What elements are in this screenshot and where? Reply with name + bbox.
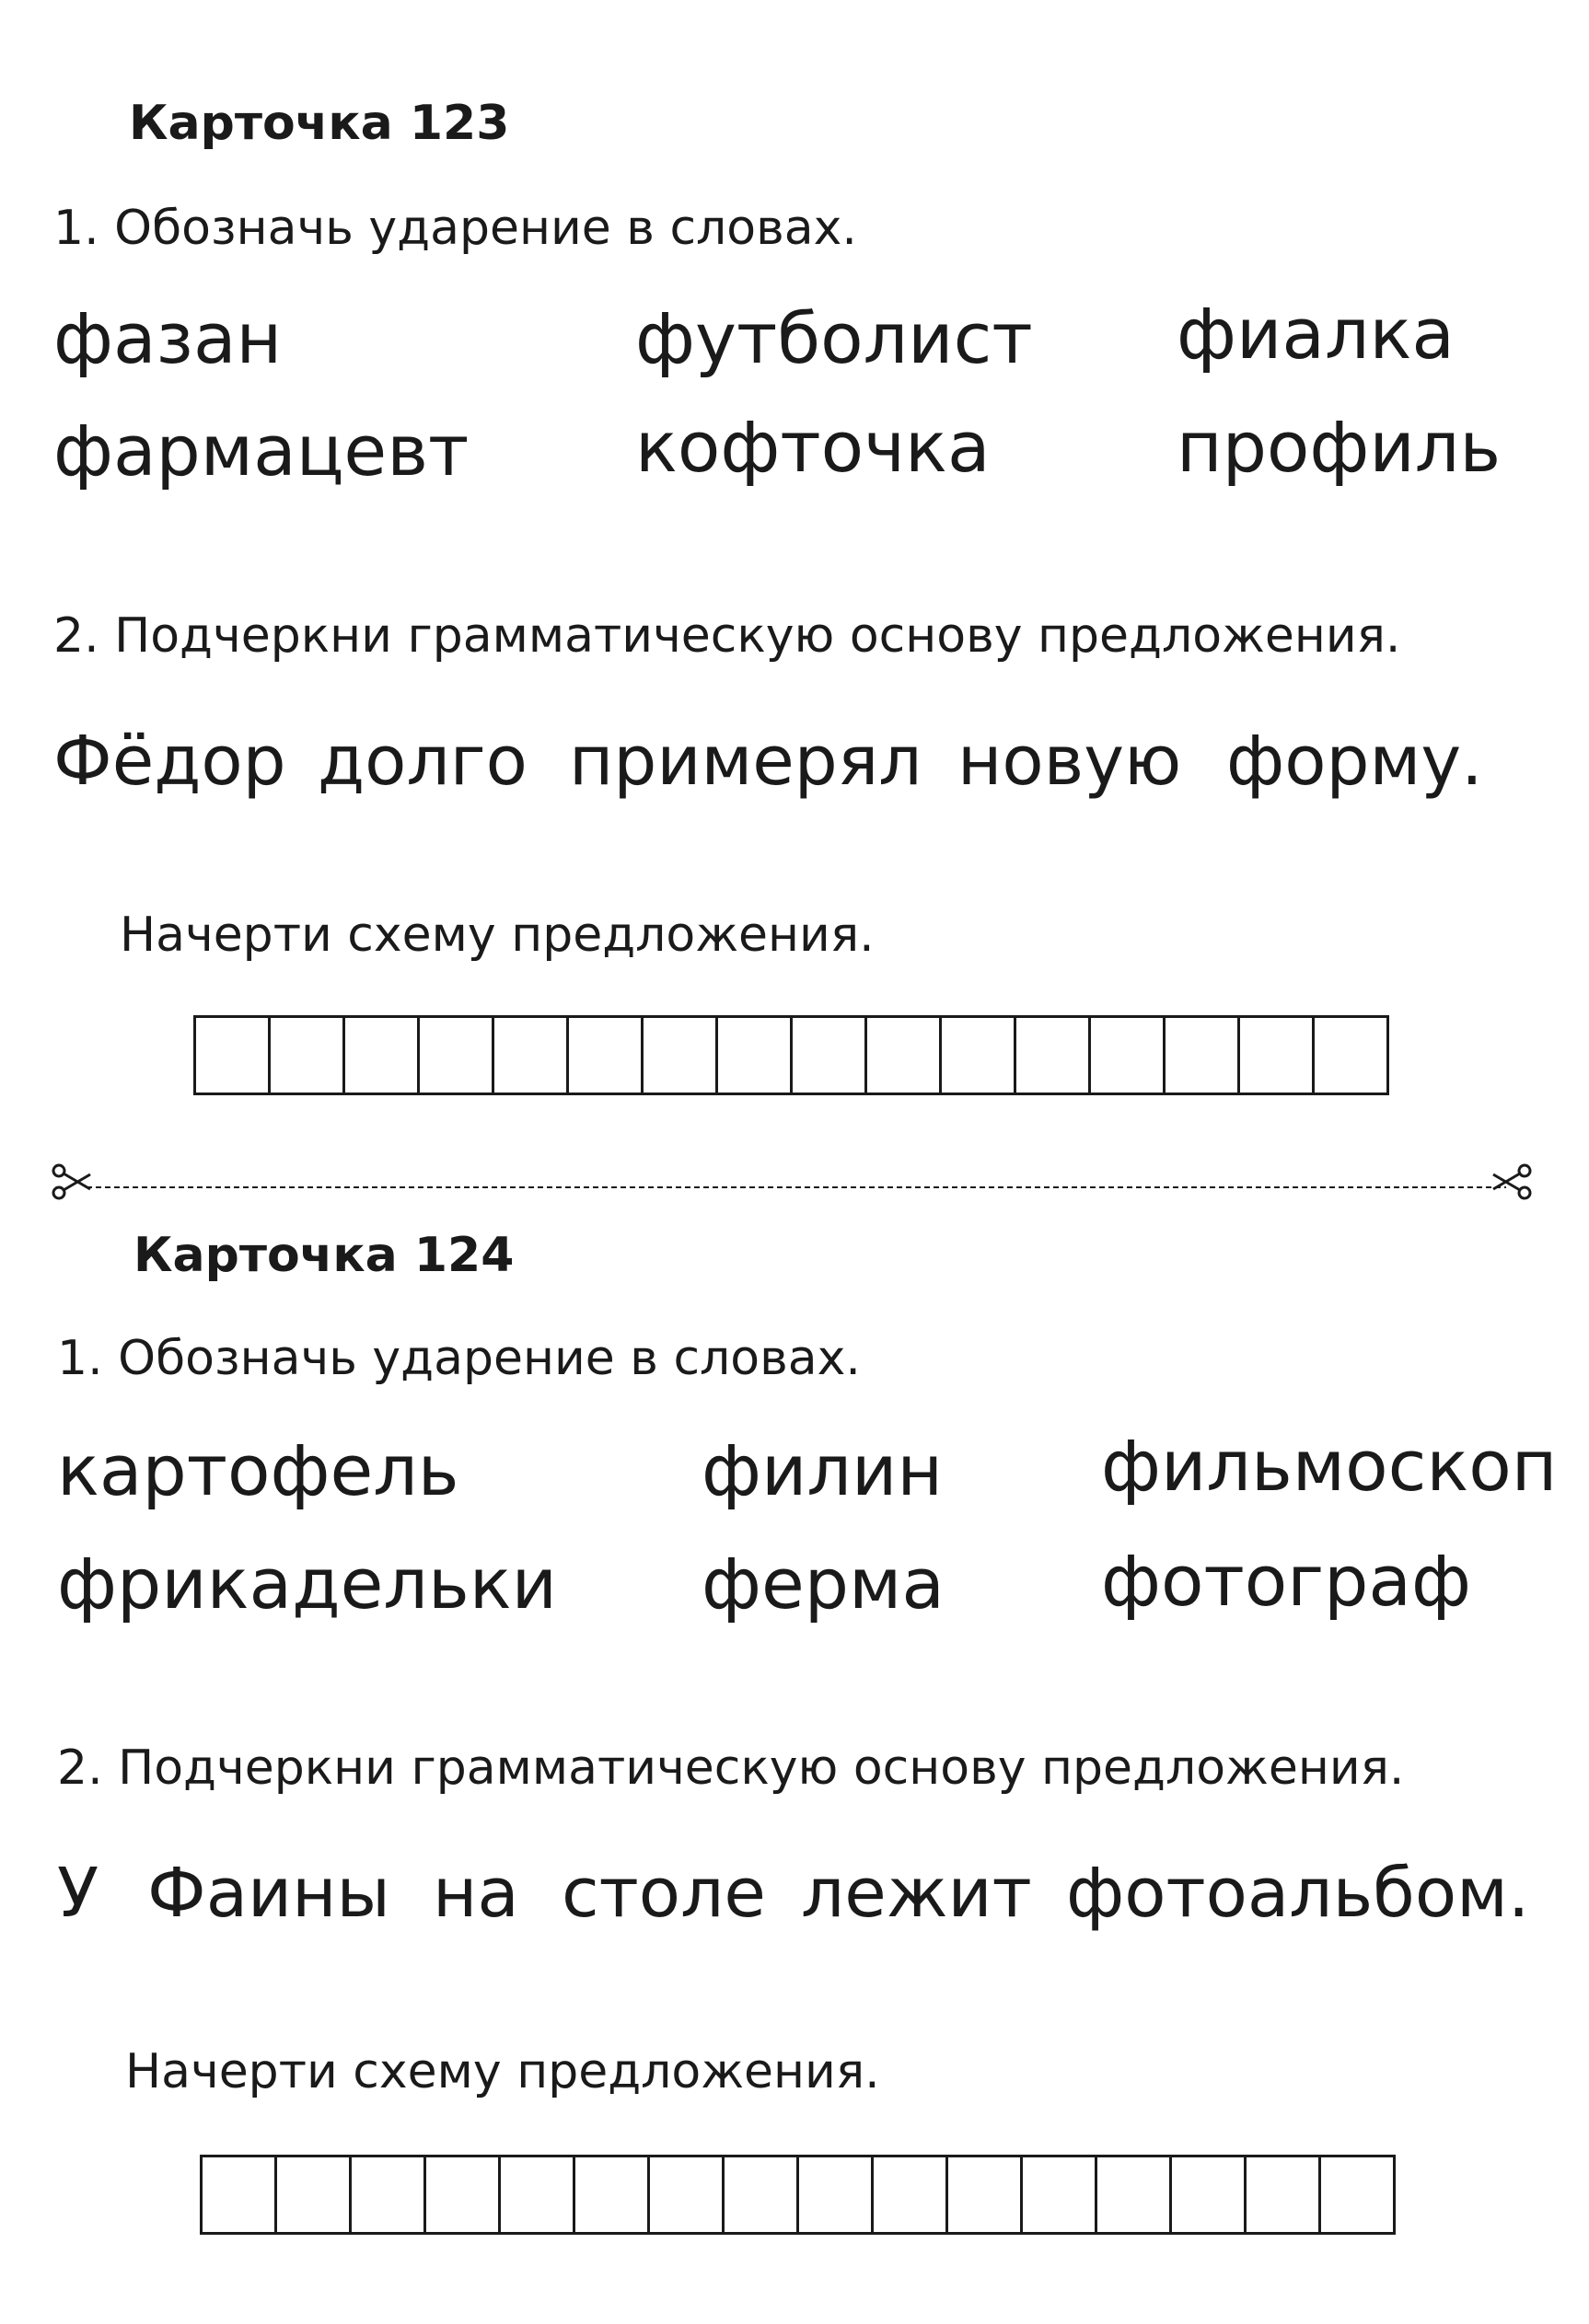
task-stress: 1. Обозначь ударение в словах.: [57, 1331, 861, 1386]
scheme-cell[interactable]: [271, 1018, 345, 1093]
scheme-cell[interactable]: [494, 1018, 569, 1093]
scheme-cell[interactable]: [569, 1018, 644, 1093]
card-title: Карточка 123: [129, 96, 510, 151]
task-grammar: 2. Подчеркни грамматическую основу предложения.: [57, 1740, 1405, 1796]
word: ферма: [702, 1543, 945, 1624]
word: кофточка: [635, 406, 991, 488]
scissors-icon: [1491, 1162, 1532, 1202]
scheme-cell[interactable]: [1166, 1018, 1240, 1093]
word: фотограф: [1101, 1540, 1471, 1622]
word: фиалка: [1177, 293, 1455, 375]
scheme-cell[interactable]: [352, 2157, 426, 2232]
word: профиль: [1177, 406, 1502, 488]
scheme-cell[interactable]: [1172, 2157, 1247, 2232]
scheme-cell[interactable]: [793, 1018, 867, 1093]
sentence-word: на: [433, 1854, 519, 1933]
task-scheme: Начерти схему предложения.: [125, 2044, 880, 2099]
sentence-word: У: [57, 1854, 99, 1933]
word: фрикадельки: [57, 1543, 558, 1624]
sentence-scheme-grid[interactable]: [193, 1015, 1389, 1095]
scheme-cell[interactable]: [1321, 2157, 1393, 2232]
scheme-cell[interactable]: [867, 1018, 942, 1093]
scheme-cell[interactable]: [718, 1018, 793, 1093]
scheme-cell[interactable]: [799, 2157, 874, 2232]
scheme-cell[interactable]: [725, 2157, 799, 2232]
word: футболист: [635, 297, 1033, 379]
scheme-cell[interactable]: [1016, 1018, 1091, 1093]
scheme-cell[interactable]: [426, 2157, 501, 2232]
word: фазан: [53, 297, 283, 379]
sentence-word: столе: [562, 1854, 766, 1933]
scheme-cell[interactable]: [420, 1018, 494, 1093]
word: фармацевт: [53, 410, 470, 491]
scheme-cell[interactable]: [1023, 2157, 1097, 2232]
scheme-cell[interactable]: [1315, 1018, 1386, 1093]
scheme-cell[interactable]: [650, 2157, 725, 2232]
scheme-cell[interactable]: [942, 1018, 1016, 1093]
word: картофель: [57, 1429, 459, 1511]
scheme-cell[interactable]: [948, 2157, 1023, 2232]
scheme-cell[interactable]: [277, 2157, 352, 2232]
scissors-icon: [52, 1162, 92, 1202]
sentence-word: долго: [318, 722, 528, 801]
task-stress: 1. Обозначь ударение в словах.: [53, 201, 857, 256]
cut-line: [55, 1169, 1534, 1206]
word: филин: [702, 1429, 944, 1511]
task-grammar: 2. Подчеркни грамматическую основу предложения.: [53, 608, 1401, 664]
scheme-cell[interactable]: [345, 1018, 420, 1093]
word: фильмоскоп: [1101, 1425, 1558, 1507]
sentence-word: Фаины: [147, 1854, 390, 1933]
task-scheme: Начерти схему предложения.: [120, 908, 875, 963]
card-title: Карточка 124: [133, 1228, 515, 1283]
scheme-cell[interactable]: [203, 2157, 277, 2232]
sentence-scheme-grid[interactable]: [200, 2155, 1396, 2235]
scheme-cell[interactable]: [196, 1018, 271, 1093]
scheme-cell[interactable]: [644, 1018, 718, 1093]
sentence-word: лежит: [801, 1854, 1032, 1933]
sentence-word: фотоальбом.: [1066, 1854, 1530, 1933]
sentence-word: новую: [957, 722, 1182, 801]
scheme-cell[interactable]: [1097, 2157, 1172, 2232]
scheme-cell[interactable]: [1091, 1018, 1166, 1093]
sentence-word: примерял: [569, 722, 922, 801]
sentence-word: Фёдор: [53, 722, 286, 801]
scheme-cell[interactable]: [874, 2157, 948, 2232]
scheme-cell[interactable]: [1247, 2157, 1321, 2232]
scheme-cell[interactable]: [501, 2157, 575, 2232]
scheme-cell[interactable]: [575, 2157, 650, 2232]
scheme-cell[interactable]: [1240, 1018, 1315, 1093]
sentence-word: форму.: [1226, 722, 1483, 801]
